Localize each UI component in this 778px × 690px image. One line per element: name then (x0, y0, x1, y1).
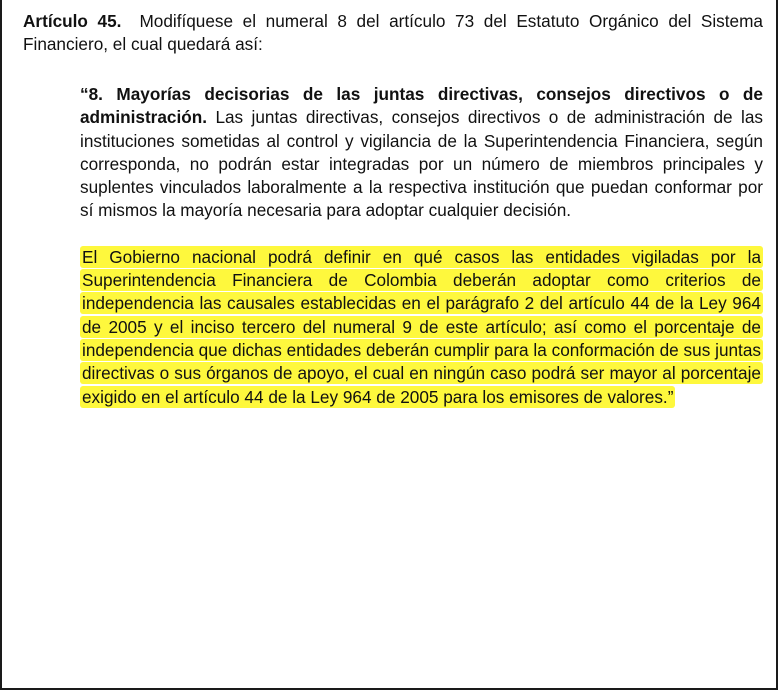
quoted-amendment (80, 83, 763, 409)
article-heading: Artículo 45. (23, 11, 122, 31)
quote-body: Las juntas directivas, consejos directivos o de administración de las instituciones sometidas al control y vigilancia de la Superintendencia Financiera, según corresponda, no podrán estar integradas por un número de miembros principales y suplentes vinculados laboralmente a la respectiva institución que puedan conformar por sí mismos la mayoría necesaria para adoptar cualquier decisión. (80, 107, 763, 221)
document-content (23, 10, 763, 409)
quote-title: “8. Mayorías decisorias de las juntas directivas, consejos directivos o de administración. (80, 84, 763, 128)
article-intro: Modifíquese el numeral 8 del artículo 73 del Estatuto Orgánico del Sistema Financiero, el cual quedará así: (23, 11, 763, 54)
article-paragraph (23, 10, 763, 56)
highlighted-paragraph (80, 246, 763, 409)
highlighted-text: El Gobierno nacional podrá definir en qué casos las entidades vigiladas por la Superintendencia Financiera de Colombia deberán adoptar como criterios de independencia las causales establecidas en el parágrafo 2 del artículo 44 de la Ley 964 de 2005 y el inciso tercero del numeral 9 de este artículo; así como el porcentaje de independencia que dichas entidades deberán cumplir para la conformación de sus juntas directivas o sus órganos de apoyo, el cual en ningún caso podrá ser mayor al porcentaje exigido en el artículo 44 de la Ley 964 de 2005 para los emisores de valores.” (82, 246, 761, 407)
quote-paragraph (80, 83, 763, 223)
